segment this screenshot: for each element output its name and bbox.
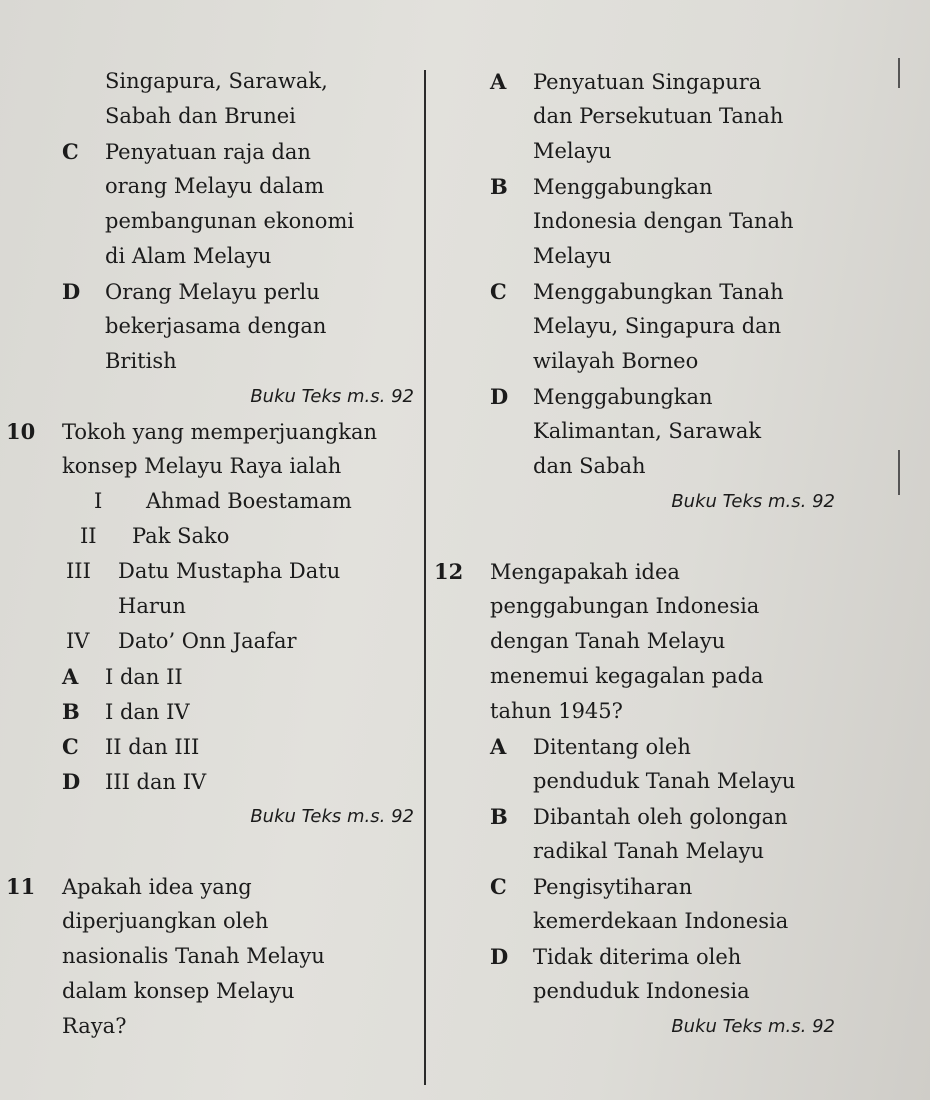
option-text: radikal Tanah Melayu — [533, 839, 765, 863]
roman-item: IV Dato’ Onn Jaafar — [66, 629, 297, 653]
edge-mark — [898, 58, 900, 88]
source-reference: Buku Teks m.s. 92 — [250, 386, 414, 407]
option-text: pembangunan ekonomi — [105, 209, 355, 233]
option-d: D Menggabungkan — [490, 384, 713, 409]
left-column — [6, 64, 414, 1044]
option-text: British — [105, 349, 177, 373]
option-text: Kalimantan, Sarawak — [533, 419, 762, 443]
option-text: wilayah Borneo — [533, 349, 699, 373]
question-12: 12 Mengapakah idea — [434, 559, 680, 584]
option-d: D Orang Melayu perlu — [62, 279, 320, 304]
option-text: penduduk Indonesia — [533, 979, 750, 1003]
question-text: diperjuangkan oleh — [62, 909, 269, 933]
source-reference: Buku Teks m.s. 92 — [671, 1016, 835, 1037]
option-d: D III dan IV — [62, 769, 207, 794]
roman-item: I Ahmad Boestamam — [94, 489, 352, 513]
roman-item-cont: Harun — [118, 594, 186, 618]
question-text: tahun 1945? — [490, 699, 623, 723]
option-text: dan Sabah — [533, 454, 646, 478]
option-text: Indonesia dengan Tanah — [533, 209, 794, 233]
column-divider — [424, 70, 426, 1085]
option-a: A I dan II — [62, 664, 183, 689]
option-text: di Alam Melayu — [105, 244, 272, 268]
option-b: B Dibantah oleh golongan — [490, 804, 788, 829]
option-d: D Tidak diterima oleh — [490, 944, 742, 969]
option-c: C II dan III — [62, 734, 200, 759]
option-text: kemerdekaan Indonesia — [533, 909, 789, 933]
question-text: menemui kegagalan pada — [490, 664, 764, 688]
option-c: C Penyatuan raja dan — [62, 139, 311, 164]
option-text: Singapura, Sarawak, — [105, 69, 328, 93]
question-text: konsep Melayu Raya ialah — [62, 454, 342, 478]
option-b: B Menggabungkan — [490, 174, 713, 199]
roman-item: II Pak Sako — [80, 524, 230, 548]
option-text: orang Melayu dalam — [105, 174, 325, 198]
question-text: dalam konsep Melayu — [62, 979, 295, 1003]
roman-item: III Datu Mustapha Datu — [66, 559, 341, 583]
source-reference: Buku Teks m.s. 92 — [250, 806, 414, 827]
option-text: Sabah dan Brunei — [105, 104, 296, 128]
edge-mark — [898, 450, 900, 495]
option-c: C Pengisytiharan — [490, 874, 693, 899]
option-text: Melayu — [533, 139, 612, 163]
option-text: bekerjasama dengan — [105, 314, 327, 338]
right-column — [434, 64, 835, 1044]
question-10: 10 Tokoh yang memperjuangkan — [6, 419, 378, 444]
question-text: Raya? — [62, 1014, 127, 1038]
source-reference: Buku Teks m.s. 92 — [671, 491, 835, 512]
option-a: A Ditentang oleh — [490, 734, 691, 759]
option-text: penduduk Tanah Melayu — [533, 769, 796, 793]
question-text: nasionalis Tanah Melayu — [62, 944, 325, 968]
option-text: Melayu — [533, 244, 612, 268]
option-c: C Menggabungkan Tanah — [490, 279, 784, 304]
option-text: dan Persekutuan Tanah — [533, 104, 784, 128]
option-text: Melayu, Singapura dan — [533, 314, 782, 338]
question-text: penggabungan Indonesia — [490, 594, 760, 618]
question-text: dengan Tanah Melayu — [490, 629, 726, 653]
option-b: B I dan IV — [62, 699, 190, 724]
option-a: A Penyatuan Singapura — [490, 69, 762, 94]
question-11: 11 Apakah idea yang — [6, 874, 252, 899]
